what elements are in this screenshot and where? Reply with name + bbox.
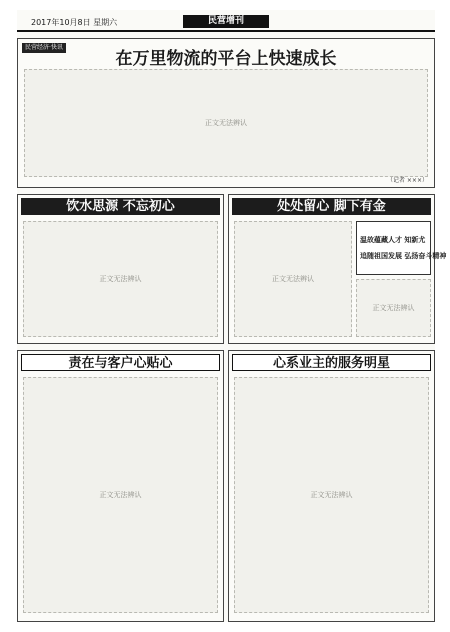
story-five-headline: 心系业主的服务明星 (232, 354, 431, 371)
story-three-body: 正文无法辨认 (234, 221, 352, 337)
story-five (228, 350, 435, 622)
callout-line-one: 温故蕴藏人才 知新尤 (360, 236, 426, 244)
story-four-headline: 责在与客户心贴心 (21, 354, 220, 371)
lead-story (17, 38, 435, 188)
story-three-headline: 处处留心 脚下有金 (232, 198, 431, 215)
lead-story-credit: （记者 ×××） (387, 177, 428, 184)
story-two-body: 正文无法辨认 (23, 221, 218, 337)
story-three-callout (356, 221, 447, 275)
story-two (17, 194, 224, 344)
masthead (17, 10, 435, 32)
issue-date: 2017年10月8日 星期六 (31, 18, 118, 27)
story-three-body-continued: 正文无法辨认 (356, 279, 431, 337)
story-four (17, 350, 224, 622)
section-label: 民营增刊 (183, 15, 269, 28)
story-two-headline: 饮水思源 不忘初心 (21, 198, 220, 215)
story-three (228, 194, 447, 344)
story-four-body: 正文无法辨认 (23, 377, 218, 613)
lead-story-tag: 民营经济·快讯 (22, 43, 66, 53)
lead-story-headline: 在万里物流的平台上快速成长 (115, 49, 337, 69)
story-five-body: 正文无法辨认 (234, 377, 429, 613)
callout-line-two: 追随祖国发展 弘扬奋斗精神 (360, 252, 447, 260)
newspaper-page (17, 10, 447, 622)
lead-story-body: 正文无法辨认 (24, 69, 428, 177)
